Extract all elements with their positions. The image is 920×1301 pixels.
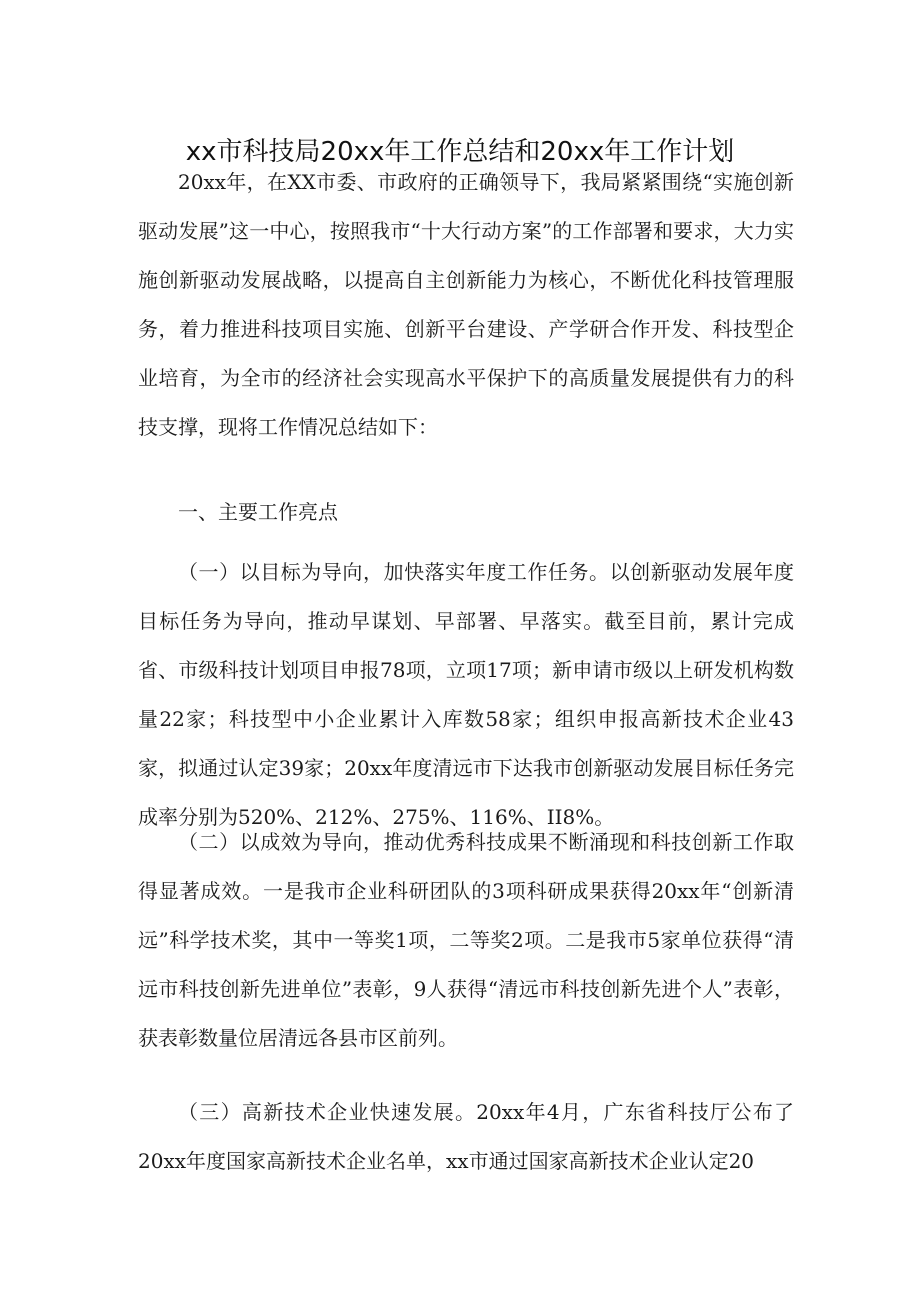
paragraph-intro: 20xx年，在XX市委、市政府的正确领导下，我局紧紧围绕“实施创新驱动发展”这一中心，按照我市“十大行动方案”的工作部署和要求，大力实施创新驱动发展战略，以提高自主创新能力为核心，不断优化科技管理服务，着力推进科技项目实施、创新平台建设、产学研合作开发、科技型企业培育，为全市的经济社会实现高水平保护下的高质量发展提供有力的科技支撑，现将工作情况总结如下： xyxy=(138,170,794,439)
document-title: xx市科技局20xx年工作总结和20xx年工作计划 xyxy=(185,137,735,167)
section-heading-main-highlights: 一、主要工作亮点 xyxy=(178,500,338,524)
paragraph-section-3: （三）高新技术企业快速发展。20xx年4月，广东省科技厅公布了20xx年度国家高新技术企业名单，xx市通过国家高新技术企业认定20 xyxy=(138,1100,794,1173)
paragraph-section-1: （一）以目标为导向，加快落实年度工作任务。以创新驱动发展年度目标任务为导向，推动早谋划、早部署、早落实。截至目前，累计完成省、市级科技计划项目申报78项，立项17项；新申请市级以上研发机构数量22家；科技型中小企业累计入库数58家；组织申报高新技术企业43家，拟通过认定39家；20xx年度清远市下达我市创新驱动发展目标任务完成率分别为520%、212%、275%、116%、II8%。 xyxy=(138,560,794,829)
paragraph-section-2: （二）以成效为导向，推动优秀科技成果不断涌现和科技创新工作取得显著成效。一是我市企业科研团队的3项科研成果获得20xx年“创新清远”科学技术奖，其中一等奖1项，二等奖2项。二是我市5家单位获得“清远市科技创新先进单位”表彰，9人获得“清远市科技创新先进个人”表彰，获表彰数量位居清远各县市区前列。 xyxy=(138,830,794,1050)
